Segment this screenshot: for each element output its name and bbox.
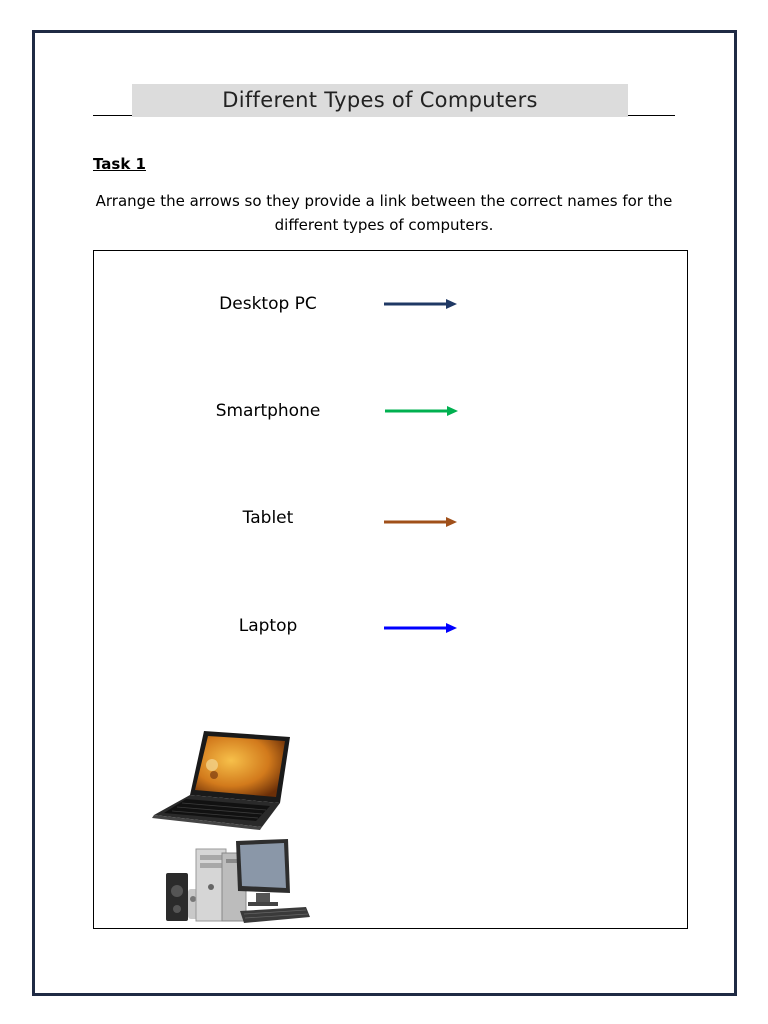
instructions-text: Arrange the arrows so they provide a link between the correct names for the different types of computers. [95, 192, 673, 234]
label-desktop-pc: Desktop PC [219, 294, 317, 314]
arrow-tablet[interactable] [382, 515, 460, 529]
page-title: Different Types of Computers [132, 84, 628, 117]
label-tablet: Tablet [242, 508, 294, 528]
laptop-image[interactable] [152, 729, 292, 831]
activity-box [93, 250, 688, 929]
label-laptop: Laptop [238, 616, 298, 636]
title-rule [93, 84, 675, 116]
arrow-laptop[interactable] [382, 621, 460, 635]
arrow-desktop-pc[interactable] [382, 297, 460, 311]
arrow-smartphone[interactable] [383, 404, 461, 418]
task-heading: Task 1 [93, 155, 146, 173]
desktop-pc-image[interactable] [164, 839, 310, 925]
label-smartphone: Smartphone [215, 401, 321, 421]
